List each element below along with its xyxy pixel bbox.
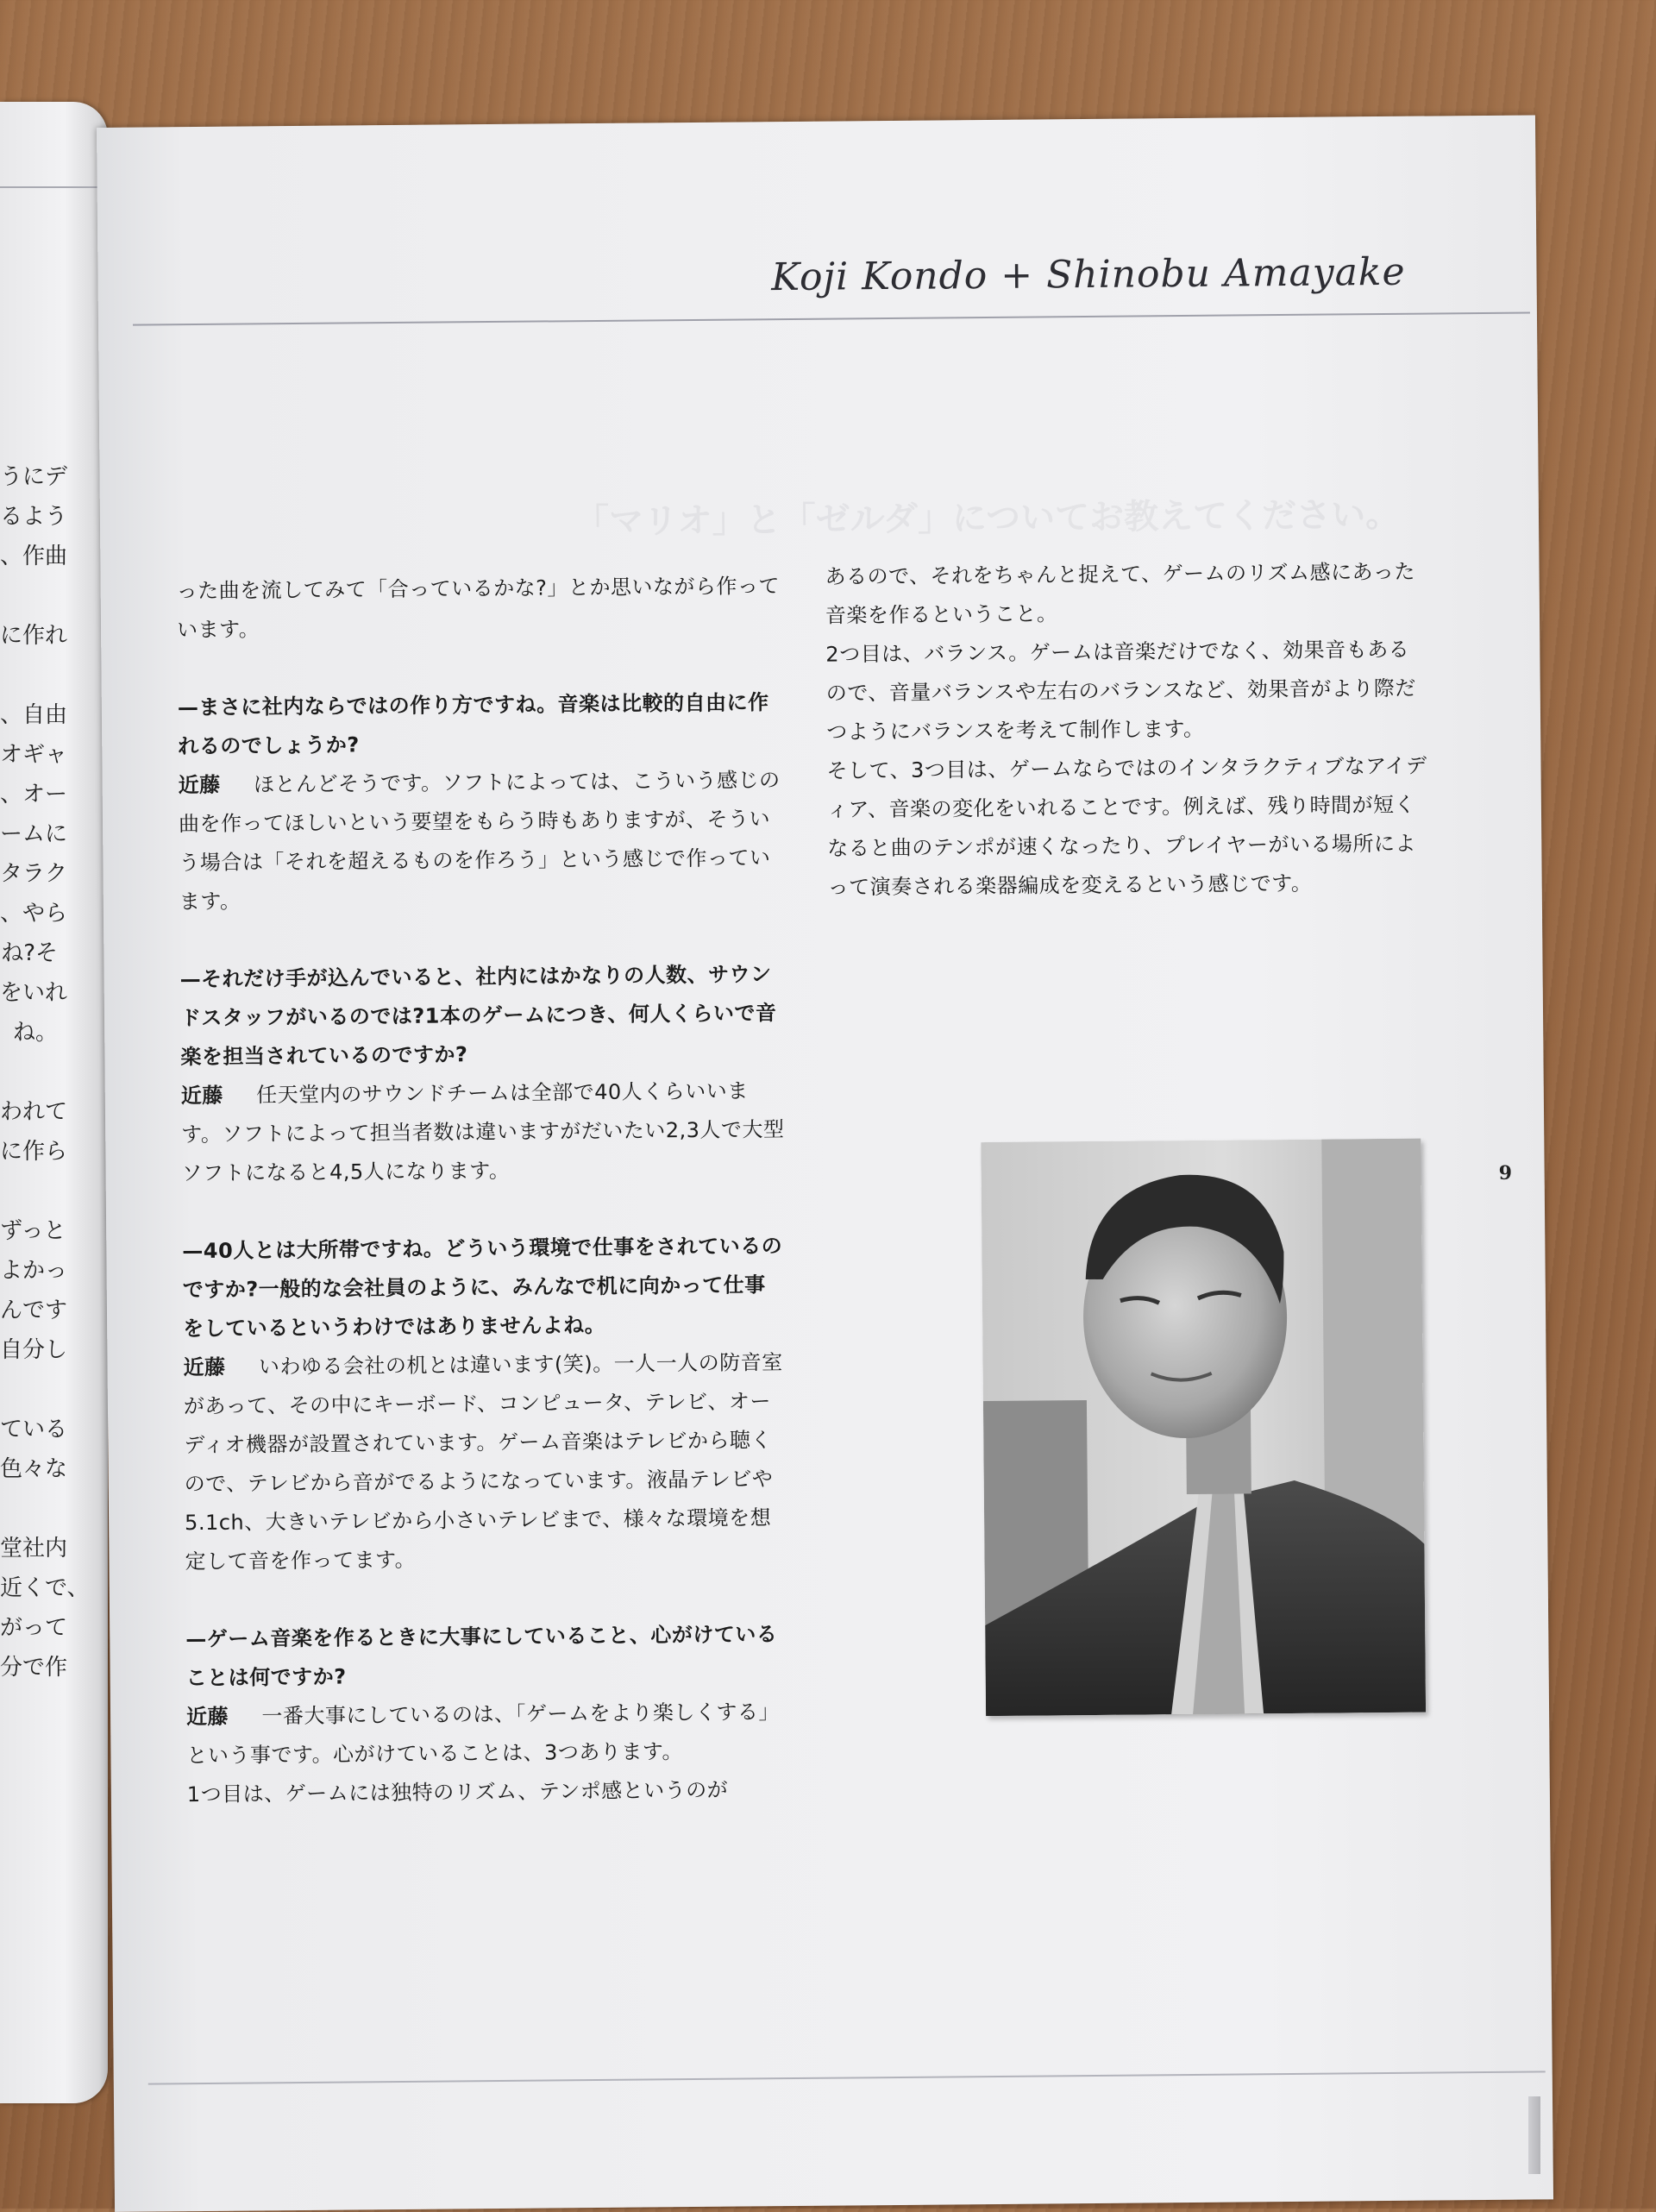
left-page-line: オギャ bbox=[0, 742, 68, 768]
left-page-line: がって bbox=[0, 1615, 68, 1641]
left-page-line: ね。 bbox=[12, 1020, 58, 1046]
left-page-line: 、作曲 bbox=[0, 544, 68, 569]
left-page-line: に作ら bbox=[0, 1139, 68, 1165]
left-page-line: ね?そ bbox=[1, 940, 58, 966]
answer-text: いわゆる会社の机とは違います(笑)。一人一人の防音室があって、その中にキーボード、コンピュータ、テレビ、オーディオ機器が設置されています。ゲーム音楽はテレビから聴くので、テレビから音がでるようになっています。液晶テレビや5.1ch、大きいテレビから小さいテレビまで、様々な環境を想定して音を作ってます。 bbox=[183, 1350, 783, 1574]
show-through-heading: 「マリオ」と「ゼルダ」についてお教えてください。 bbox=[574, 494, 1401, 543]
left-page-line: 分で作 bbox=[0, 1655, 68, 1681]
header-author-names: Koji Kondo + Shinobu Amayake bbox=[771, 249, 1406, 300]
speaker-name: 近藤 bbox=[183, 1354, 226, 1380]
left-page-line: タラク bbox=[0, 861, 68, 887]
interview-answer bbox=[186, 1693, 791, 1775]
answer-text: ほとんどそうです。ソフトによっては、こういう感じの曲を作ってほしいという要望をもらう時もありますが、そういう場合は「それを超えるものを作ろう」という感じで作っています。 bbox=[178, 768, 781, 914]
paragraph-gap bbox=[185, 1576, 789, 1620]
left-page-line: ている bbox=[0, 1417, 68, 1442]
paragraph-gap bbox=[177, 644, 781, 688]
interview-question: —まさに社内ならではの作り方ですね。音楽は比較的自由に作れるのでしょうか? bbox=[177, 690, 769, 759]
left-page-line: 自分し bbox=[0, 1337, 68, 1363]
body-paragraph: 1つ目は、ゲームには独特のリズム、テンポ感というのが bbox=[186, 1777, 729, 1807]
answer-text: 任天堂内のサウンドチームは全部で40人くらいいます。ソフトによって担当者数は違いますがだいたい2,3人で大型ソフトになると4,5人になります。 bbox=[181, 1078, 785, 1186]
right-page bbox=[97, 115, 1553, 2211]
article-right-column bbox=[825, 553, 1432, 908]
left-page-line: んです bbox=[0, 1298, 68, 1323]
paragraph-gap bbox=[179, 916, 783, 960]
left-page-line: うにデ bbox=[0, 464, 68, 490]
speaker-name: 近藤 bbox=[185, 1704, 229, 1730]
left-page-top-rule bbox=[0, 186, 108, 188]
header-rule bbox=[133, 312, 1530, 326]
body-paragraph: そして、3つ目は、ゲームならではのインタラクティブなアイディア、音楽の変化をいれることです。例えば、残り時間が短くなると曲のテンポが速くなったり、プレイヤーがいる場所によって演奏される楽器編成を変えるという感じです。 bbox=[826, 753, 1427, 900]
paragraph-gap bbox=[182, 1188, 786, 1232]
left-page-line: に作れ bbox=[0, 623, 68, 649]
footer-rule bbox=[148, 2071, 1546, 2084]
interview-answer bbox=[183, 1343, 788, 1581]
left-page-line: 近くで、 bbox=[0, 1575, 90, 1601]
article-left-column bbox=[176, 567, 791, 1814]
left-page-line: 、オー bbox=[0, 782, 68, 808]
left-page-line: 色々な bbox=[0, 1456, 68, 1482]
left-page-line: るよう bbox=[0, 504, 68, 530]
page-edge bbox=[1528, 2096, 1540, 2174]
interview-question: —ゲーム音楽を作るときに大事にしていること、心がけていることは何ですか? bbox=[185, 1622, 778, 1691]
left-page-line: をいれ bbox=[0, 980, 68, 1006]
body-paragraph: った曲を流してみて「合っているかな?」とか思いながら作っています。 bbox=[176, 574, 781, 643]
speaker-name: 近藤 bbox=[178, 772, 221, 798]
speaker-name: 近藤 bbox=[180, 1083, 223, 1109]
left-page-line: 、やら bbox=[0, 901, 68, 927]
interview-answer bbox=[178, 761, 783, 921]
page-number: 9 bbox=[1498, 1161, 1513, 1185]
interview-answer bbox=[181, 1071, 786, 1193]
left-page-line: 堂社内 bbox=[0, 1536, 68, 1562]
left-page-line: われて bbox=[0, 1099, 68, 1125]
left-page-line: ずっと bbox=[0, 1218, 66, 1244]
left-page-line: ームに bbox=[0, 821, 68, 847]
left-page-line: よかっ bbox=[0, 1258, 68, 1284]
interview-question: —それだけ手が込んでいると、社内にはかなりの人数、サウンドスタッフがいるのでは?1本のゲームにつき、何人くらいで音楽を担当されているのですか? bbox=[179, 962, 777, 1070]
body-paragraph: あるので、それをちゃんと捉えて、ゲームのリズム感にあった音楽を作るということ。 bbox=[825, 559, 1415, 628]
left-page-line: 、自由 bbox=[0, 702, 68, 728]
adjacent-left-page bbox=[0, 102, 108, 2103]
body-paragraph: 2つ目は、バランス。ゲームは音楽だけでなく、効果音もあるので、音量バランスや左右のバランスなど、効果音がより際だつようにバランスを考えて制作します。 bbox=[825, 637, 1416, 745]
portrait-photo bbox=[981, 1139, 1426, 1716]
interview-question: —40人とは大所帯ですね。どういう環境で仕事をされているのですか?一般的な会社員のように、みんなで机に向かって仕事をしているというわけではありませんよね。 bbox=[182, 1234, 783, 1342]
answer-text: 一番大事にしているのは、「ゲームをより楽しくする」という事です。心がけていることは、3つあります。 bbox=[186, 1700, 781, 1769]
